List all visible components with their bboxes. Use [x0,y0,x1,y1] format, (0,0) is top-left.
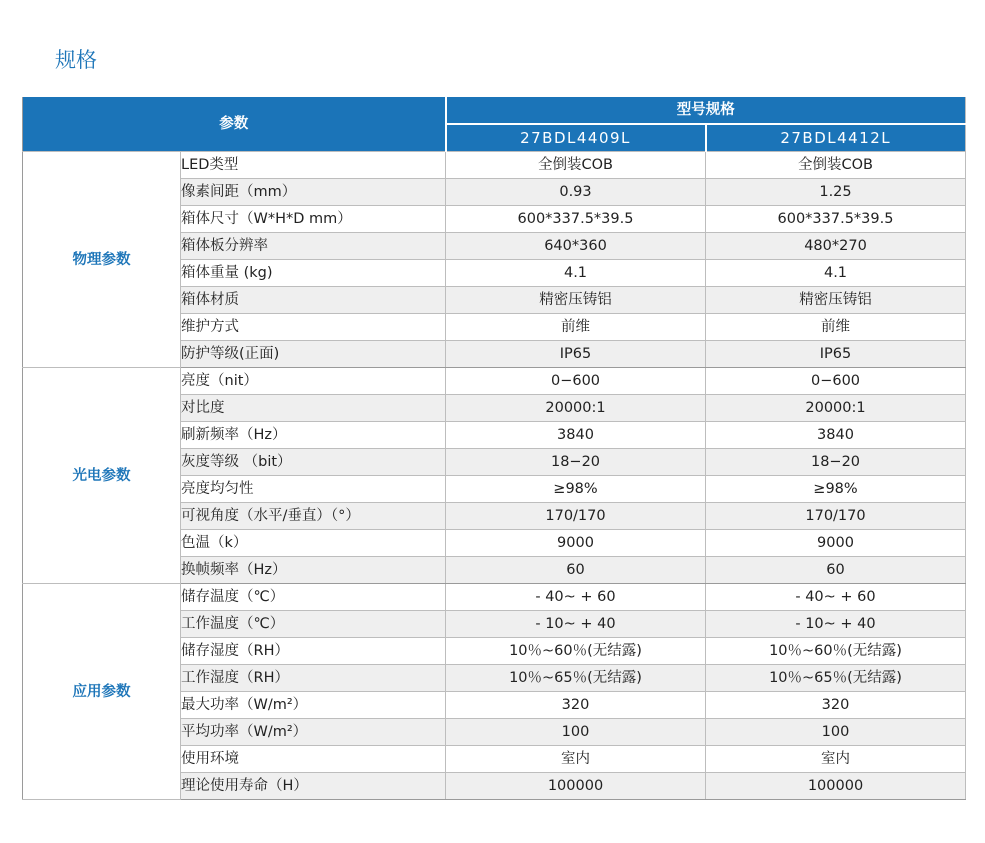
model-2-value: 600*337.5*39.5 [706,206,966,233]
group-label: 物理参数 [23,152,181,368]
model-2-value: 480*270 [706,233,966,260]
model-1-value: 60 [446,557,706,584]
param-label: 亮度（nit） [181,368,446,395]
param-label: 色温（k） [181,530,446,557]
param-label: 换帧频率（Hz） [181,557,446,584]
param-label: 箱体板分辨率 [181,233,446,260]
param-label: 储存温度（℃） [181,584,446,611]
model-2-value: 60 [706,557,966,584]
param-label: 工作湿度（RH） [181,665,446,692]
model-2-value: 3840 [706,422,966,449]
model-1-value: 4.1 [446,260,706,287]
model-1-value: 10％~65％(无结露) [446,665,706,692]
model-1-value: 320 [446,692,706,719]
table-header-row [23,97,966,124]
model-2-value: 100 [706,719,966,746]
model-2-value: 10％~65％(无结露) [706,665,966,692]
model-1-value: IP65 [446,341,706,368]
model-1-value: 0−600 [446,368,706,395]
model-2-value: - 40~ + 60 [706,584,966,611]
model-2-value: 室内 [706,746,966,773]
model-2-value: 9000 [706,530,966,557]
param-label: 储存湿度（RH） [181,638,446,665]
param-label: 像素间距（mm） [181,179,446,206]
param-header: 参数 [23,97,446,152]
model-2-value: 1.25 [706,179,966,206]
model-1-value: ≥98% [446,476,706,503]
param-label: 防护等级(正面) [181,341,446,368]
model-2-value: 4.1 [706,260,966,287]
model-2-value: 0−600 [706,368,966,395]
model-1-value: - 40~ + 60 [446,584,706,611]
model-1-value: 18−20 [446,449,706,476]
model-1-value: 10％~60％(无结露) [446,638,706,665]
table-row [23,368,966,395]
model-2-value: 18−20 [706,449,966,476]
model-name-1: 27BDL4409L [446,124,706,152]
model-spec-header: 型号规格 [446,97,966,124]
model-1-value: 600*337.5*39.5 [446,206,706,233]
param-label: 可视角度（水平/垂直）（°） [181,503,446,530]
model-2-value: 320 [706,692,966,719]
model-1-value: 100 [446,719,706,746]
param-label: 箱体尺寸（W*H*D mm） [181,206,446,233]
spec-table [22,97,966,800]
param-label: 亮度均匀性 [181,476,446,503]
model-1-value: 170/170 [446,503,706,530]
model-1-value: 3840 [446,422,706,449]
param-label: LED类型 [181,152,446,179]
param-label: 刷新频率（Hz） [181,422,446,449]
model-2-value: 全倒装COB [706,152,966,179]
param-label: 使用环境 [181,746,446,773]
param-label: 箱体材质 [181,287,446,314]
param-label: 对比度 [181,395,446,422]
spec-table-body [23,152,966,800]
param-label: 理论使用寿命（H） [181,773,446,800]
model-1-value: 室内 [446,746,706,773]
model-1-value: 20000:1 [446,395,706,422]
table-row [23,584,966,611]
model-2-value: 20000:1 [706,395,966,422]
model-2-value: 10％~60％(无结露) [706,638,966,665]
model-2-value: 精密压铸铝 [706,287,966,314]
model-name-2: 27BDL4412L [706,124,966,152]
model-1-value: - 10~ + 40 [446,611,706,638]
model-1-value: 9000 [446,530,706,557]
group-label: 应用参数 [23,584,181,800]
model-2-value: ≥98% [706,476,966,503]
page-title: 规格 [55,48,97,72]
param-label: 最大功率（W/m²） [181,692,446,719]
model-2-value: 100000 [706,773,966,800]
model-1-value: 100000 [446,773,706,800]
model-2-value: IP65 [706,341,966,368]
table-row [23,152,966,179]
model-1-value: 前维 [446,314,706,341]
model-2-value: 前维 [706,314,966,341]
param-label: 工作温度（℃） [181,611,446,638]
model-1-value: 640*360 [446,233,706,260]
param-label: 维护方式 [181,314,446,341]
model-1-value: 全倒装COB [446,152,706,179]
param-label: 箱体重量 (kg) [181,260,446,287]
param-label: 灰度等级 （bit） [181,449,446,476]
model-2-value: - 10~ + 40 [706,611,966,638]
model-1-value: 精密压铸铝 [446,287,706,314]
group-label: 光电参数 [23,368,181,584]
model-2-value: 170/170 [706,503,966,530]
param-label: 平均功率（W/m²） [181,719,446,746]
model-1-value: 0.93 [446,179,706,206]
